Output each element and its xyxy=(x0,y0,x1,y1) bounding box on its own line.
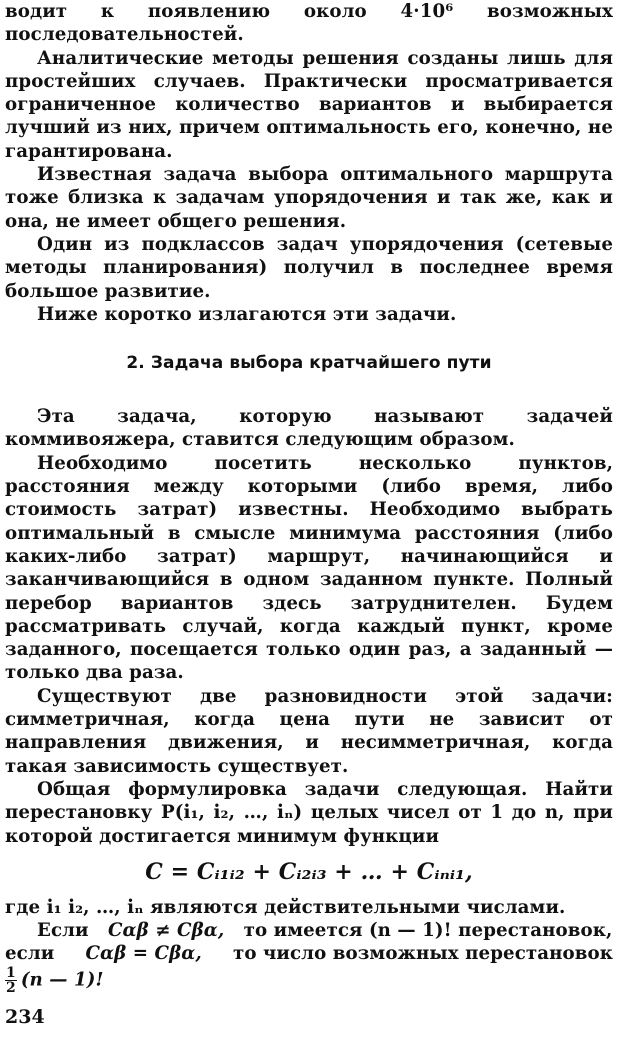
paragraph-continuation: водит к появлению около 4·10⁶ возможных последовательностей. xyxy=(5,1,613,46)
paragraph-optimal-route: Известная задача выбора оптимального маршрута тоже близка к задачам упорядочения и так же, как и она, не имеет общего решения. xyxy=(5,164,613,232)
section-heading: 2. Задача выбора кратчайшего пути xyxy=(126,353,492,374)
cost-function-formula: C = Cᵢ₁ᵢ₂ + Cᵢ₂ᵢ₃ + … + Cᵢₙᵢ₁, xyxy=(145,858,473,885)
paragraph-general-formulation: Общая формулировка задачи следующая. Найти перестановку P(i₁, i₂, …, iₙ) целых чисел от 1 до n, при которой достигается минимум функции xyxy=(5,778,613,847)
else-lead: если xyxy=(5,943,55,965)
if-lead: Если xyxy=(37,920,89,942)
fraction-numerator: 1 xyxy=(6,964,16,981)
paragraph-salesman-intro: Эта задача, которую называют задачей коммивояжера, ставится следующим образом. xyxy=(5,406,613,451)
paragraph-variants: Существуют две разновидности этой задачи: симметричная, когда цена пути не зависит от направления движения, и несимметричная, когда такая зависимость существует. xyxy=(5,685,613,777)
paragraph-intro-tasks: Ниже коротко излагаются эти задачи. xyxy=(37,303,457,325)
fraction-denominator: 2 xyxy=(6,979,16,996)
fraction-one-half xyxy=(5,966,17,995)
paragraph-problem-statement: Необходимо посетить несколько пунктов, расстояния между которыми (либо время, либо стоимость затрат) известны. Необходимо выбрать оптимальный в смысле минимума расстояния (либо каких-либо затрат) маршрут, начинающийся и заканчивающийся в одном заданном пункте. Полный перебор вариантов здесь затруднителен. Будем рассматривать случай, когда каждый пункт, кроме заданного, посещается только один раз, а заданный — только два раза. xyxy=(5,452,613,684)
page-body xyxy=(5,0,613,995)
if-asymmetric-line xyxy=(5,919,613,942)
final-expression xyxy=(5,966,613,995)
else-condition: Cαβ = Cβα, xyxy=(85,943,202,965)
if-symmetric-line xyxy=(5,942,613,965)
where-line: где i₁ i₂, …, iₙ являются действительными числами. xyxy=(5,896,566,918)
if-condition: Cαβ ≠ Cβα, xyxy=(107,920,225,942)
if-result: то имеется (n — 1)! перестановок, xyxy=(243,920,613,942)
paragraph-network-methods: Один из подклассов задач упорядочения (сетевые методы планирования) получил в последнее время большое развитие. xyxy=(5,233,613,302)
page-number: 234 xyxy=(5,1006,45,1028)
else-result: то число возможных перестановок xyxy=(232,943,613,965)
paragraph-analytic-methods: Аналитические методы решения созданы лишь для простейших случаев. Практически просматривается ограниченное количество вариантов и выбирается лучший из них, причем оптимальность его, конечно, не гарантирована. xyxy=(5,47,613,162)
final-tail: (n — 1)! xyxy=(20,969,104,991)
